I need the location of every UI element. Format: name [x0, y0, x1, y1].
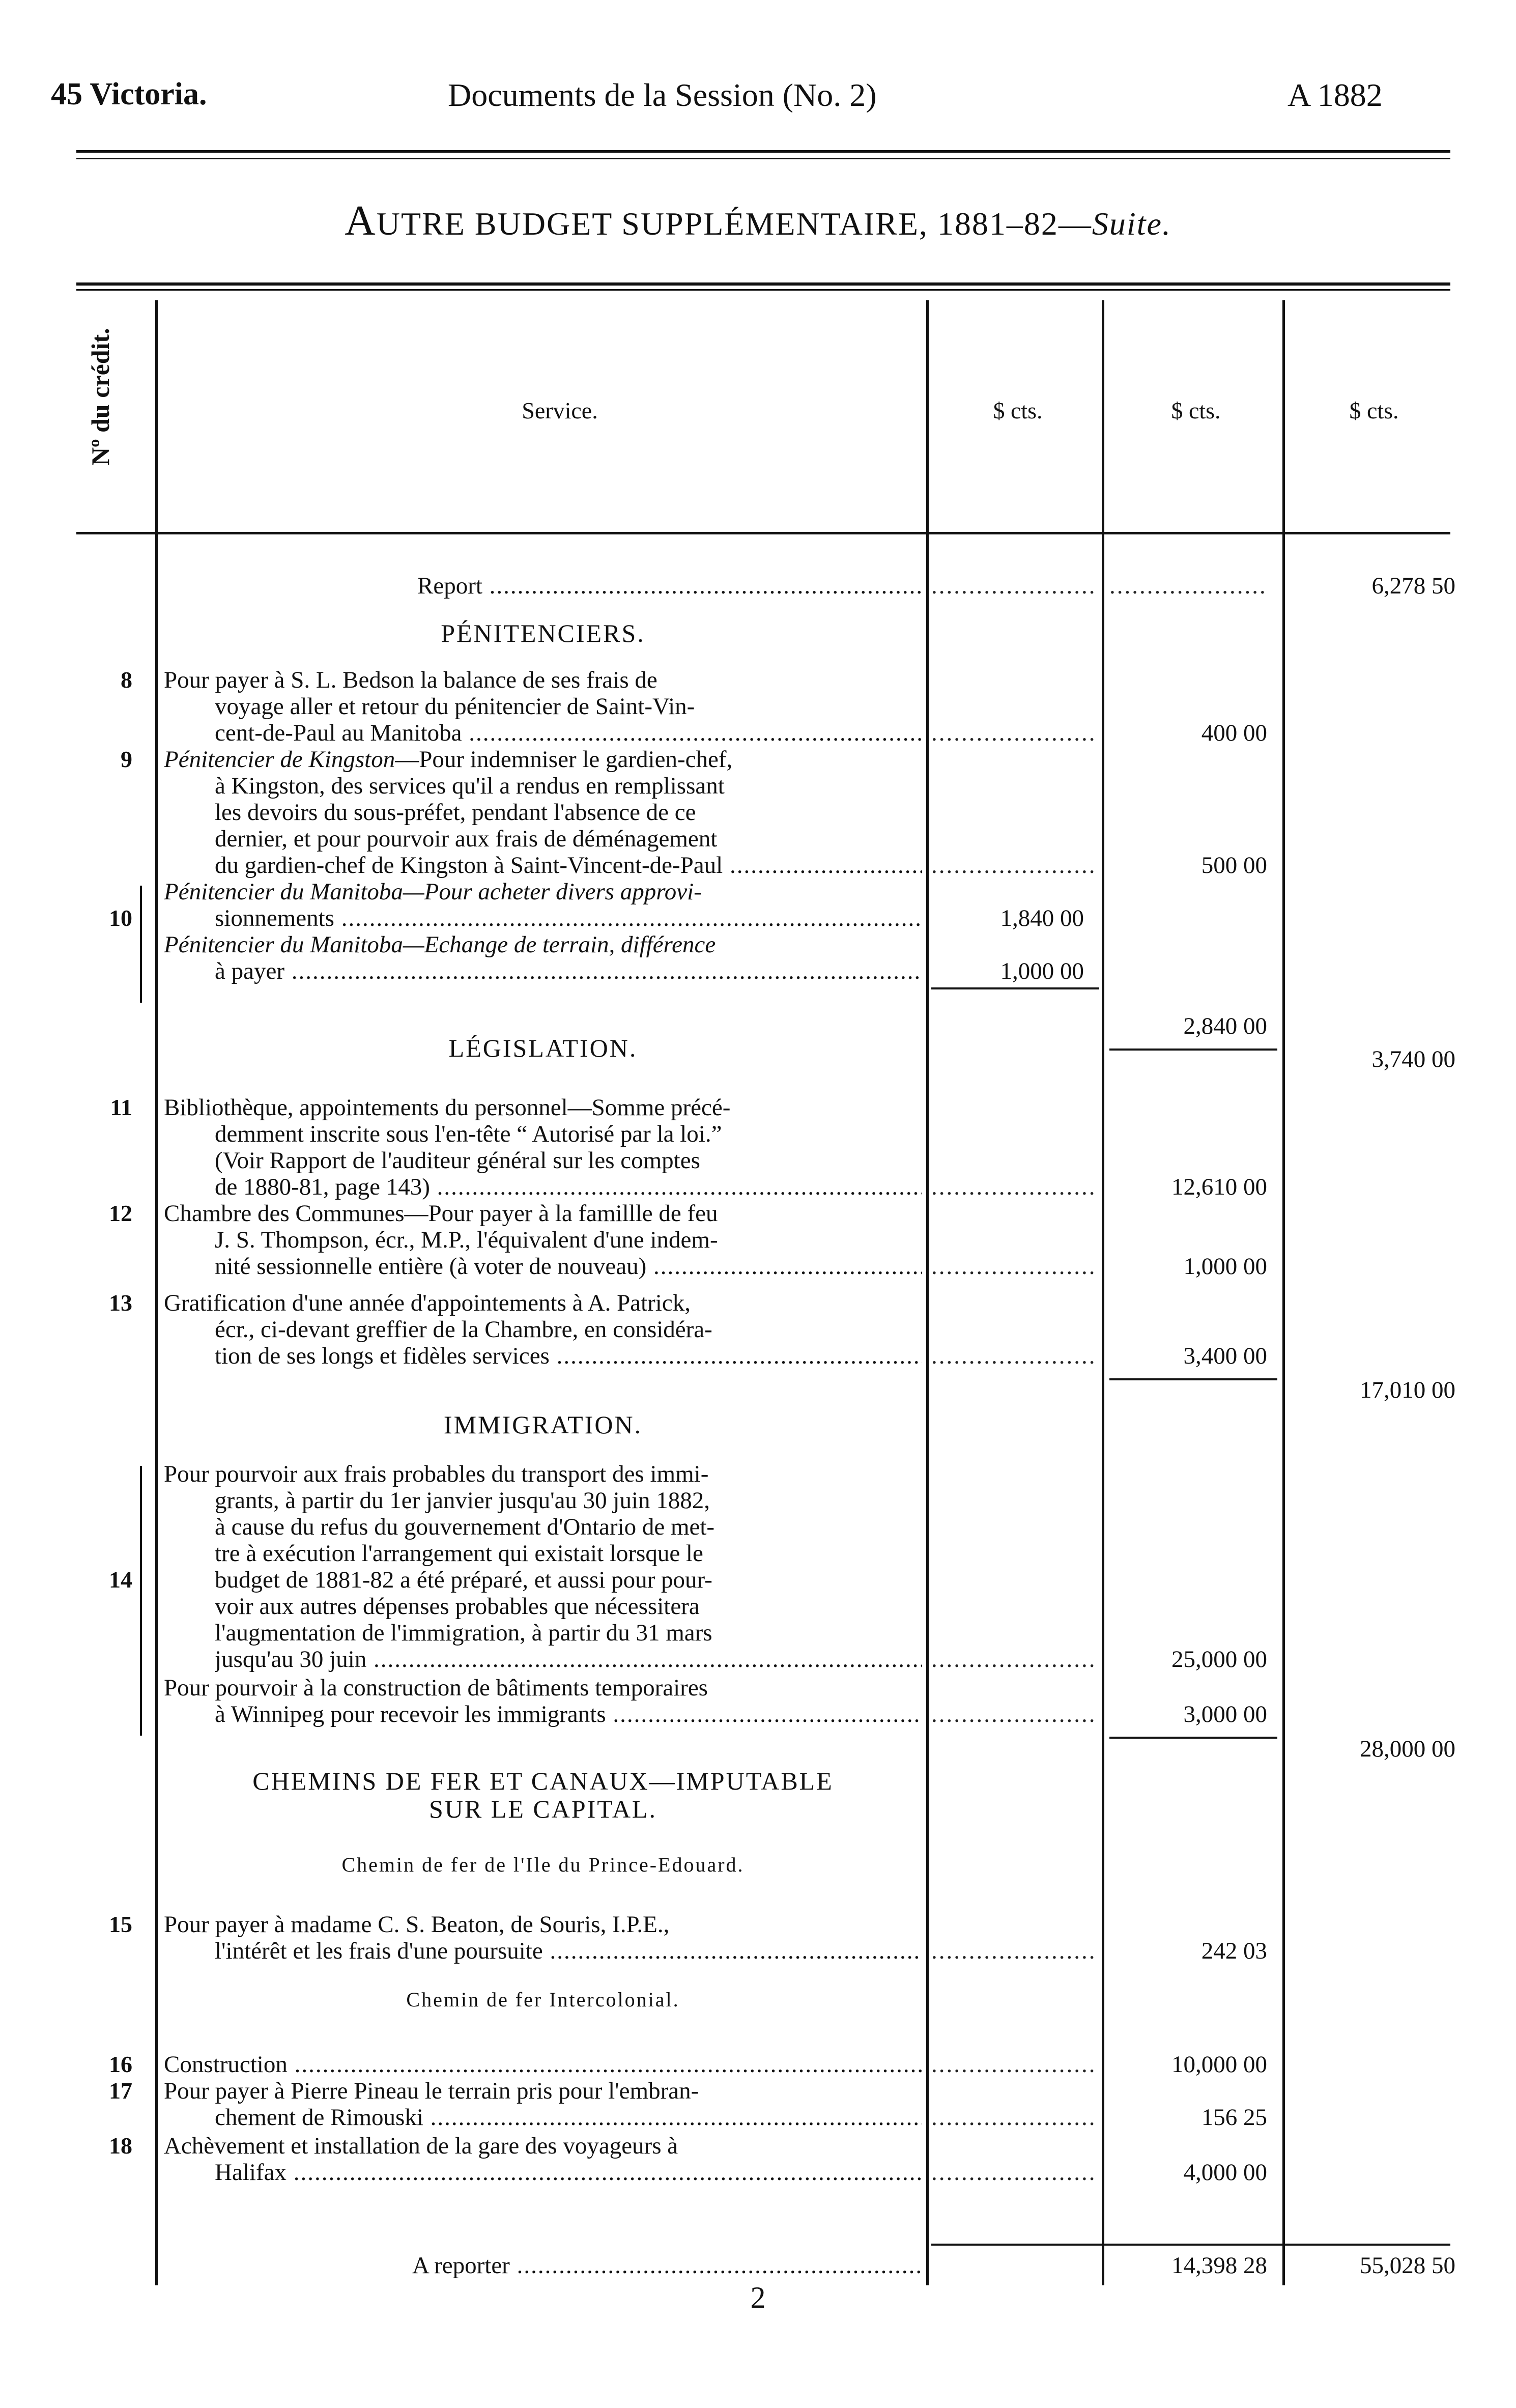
column-header-rule — [76, 532, 1450, 534]
section-penitenciers: PÉNITENCIERS. — [441, 619, 645, 647]
item-10a-line-1: Pénitencier du Manitoba—Pour acheter divers approvi- — [164, 879, 702, 905]
item-10b-line-2: à payer ..... 1,000 00 — [0, 958, 1516, 984]
item-8-amount: 400 00 — [1201, 720, 1267, 746]
item-9-line-3: les devoirs du sous-préfet, pendant l'absence de ce — [215, 799, 696, 826]
item-12-amount: 1,000 00 — [1183, 1253, 1267, 1280]
carry-forward-row — [0, 2252, 1516, 2279]
immigration-total: 28,000 00 — [1360, 1736, 1455, 1762]
item-9-line-2: à Kingston, des services qu'il a rendus en remplissant — [215, 773, 725, 799]
item-18-line-1: 18 Achèvement et installation de la gare des voyageurs à — [109, 2133, 678, 2159]
item-16-line-1: 16 Construction ..... ..... 10,000 00 — [0, 2051, 1516, 2078]
legislation-total: 17,010 00 — [1360, 1377, 1455, 1403]
report-row — [0, 573, 1516, 599]
item-14a-line-6: voir aux autres dépenses probables que nécessitera — [215, 1593, 700, 1620]
item-14a-line-3: à cause du refus du gouvernement d'Ontario de met- — [215, 1514, 715, 1540]
item-13-line-2: écr., ci-devant greffier de la Chambre, en considéra- — [215, 1316, 712, 1343]
item-11-amount: 12,610 00 — [1171, 1174, 1267, 1200]
item-10a-amount: 1,840 00 — [1000, 905, 1084, 931]
item-11-line-4: de 1880-81, page 143) ..... ..... 12,610 00 — [0, 1174, 1516, 1200]
item-17-line-2: chement de Rimouski ..... ..... 156 25 — [0, 2104, 1516, 2131]
item-15-amount: 242 03 — [1201, 1938, 1267, 1964]
item-8-line-1: 8 Pour payer à S. L. Bedson la balance de ses frais de — [121, 667, 657, 693]
carry-c2: 14,398 28 — [1171, 2252, 1267, 2279]
item-18-line-2: Halifax ..... ..... 4,000 00 — [0, 2159, 1516, 2186]
item-14a-amount: 25,000 00 — [1171, 1646, 1267, 1673]
item-14a-line-8: jusqu'au 30 juin ..... ..... 25,000 00 — [0, 1646, 1516, 1673]
table-top-rule — [76, 282, 1450, 286]
carry-label: A reporter — [412, 2252, 510, 2279]
column-header-c2: $ cts. — [1171, 398, 1221, 423]
item-14a-line-1: Pour pourvoir aux frais probables du transport des immi- — [164, 1461, 709, 1487]
item-14b-line-1: Pour pourvoir à la construction de bâtiments temporaires — [164, 1675, 708, 1701]
item-9-amount: 500 00 — [1201, 852, 1267, 879]
item-16-amount: 10,000 00 — [1171, 2051, 1267, 2078]
header-rule-1 — [76, 150, 1450, 153]
section-immigration: IMMIGRATION. — [443, 1410, 643, 1439]
report-value: 6,278 50 — [1371, 573, 1455, 599]
item-14a-line-2: grants, à partir du 1er janvier jusqu'au 30 juin 1882, — [215, 1487, 710, 1514]
page-title: AUTRE BUDGET SUPPLÉMENTAIRE, 1881–82—Suite. — [345, 197, 1171, 244]
penitenciers-total: 3,740 00 — [1371, 1046, 1455, 1072]
subsection-ipe: Chemin de fer de l'Ile du Prince-Edouard. — [341, 1853, 745, 1876]
item-12-line-2: J. S. Thompson, écr., M.P., l'équivalent d'une indem- — [215, 1227, 718, 1253]
item-10a-line-2: 10 sionnements ..... 1,840 00 — [0, 905, 1516, 931]
item-10b-amount: 1,000 00 — [1000, 958, 1084, 984]
item-14a-line-4: tre à exécution l'arrangement qui existait lorsque le — [215, 1540, 703, 1567]
item-12-line-1: 12 Chambre des Communes—Pour payer à la famillle de feu — [109, 1200, 718, 1227]
item-8-line-2: voyage aller et retour du pénitencier de Saint-Vin- — [215, 693, 695, 720]
item-11-line-3: (Voir Rapport de l'auditeur général sur les comptes — [215, 1147, 700, 1174]
item-14a-line-5: 14 budget de 1881-82 a été préparé, et aussi pour pour- — [109, 1567, 712, 1593]
header-year: A 1882 — [1288, 77, 1383, 113]
subsection-intercolonial: Chemin de fer Intercolonial. — [406, 1988, 680, 2011]
header-rule-2 — [76, 158, 1450, 159]
carry-c3: 55,028 50 — [1360, 2252, 1455, 2279]
item-9-line-1: 9 Pénitencier de Kingston—Pour indemniser le gardien-chef, — [121, 746, 733, 773]
item-18-amount: 4,000 00 — [1183, 2159, 1267, 2186]
item-9-line-5: du gardien-chef de Kingston à Saint-Vincent-de-Paul ..... ..... 500 00 — [0, 852, 1516, 879]
item-14a-line-7: l'augmentation de l'immigration, à partir du 31 mars — [215, 1620, 712, 1646]
column-header-c1: $ cts. — [993, 398, 1043, 423]
item-11-line-1: 11 Bibliothèque, appointements du personnel—Somme précé- — [110, 1094, 731, 1121]
carry-rule — [931, 2244, 1450, 2246]
item-9-line-4: dernier, et pour pourvoir aux frais de déménagement — [215, 826, 718, 852]
item-17-line-1: 17 Pour payer à Pierre Pineau le terrain pris pour l'embran- — [109, 2078, 699, 2104]
item-14b-line-2: à Winnipeg pour recevoir les immigrants ..... ..... 3,000 00 — [0, 1701, 1516, 1727]
item-15-line-1: 15 Pour payer à madame C. S. Beaton, de Souris, I.P.E., — [109, 1911, 670, 1938]
item-11-line-2: demment inscrite sous l'en-tête “ Autorisé par la loi.” — [215, 1121, 722, 1147]
item-10-total: 2,840 00 — [1183, 1013, 1267, 1039]
item-13-amount: 3,400 00 — [1183, 1343, 1267, 1369]
item-17-amount: 156 25 — [1201, 2104, 1267, 2131]
column-header-credit: Nº du crédit. — [86, 328, 115, 466]
item-10-subtotal-rule — [931, 987, 1099, 989]
report-label: Report — [417, 573, 482, 599]
item-15-line-2: l'intérêt et les frais d'une poursuite ..... ..... 242 03 — [0, 1938, 1516, 1964]
header-volume: 45 Victoria. — [51, 77, 207, 111]
column-header-service: Service. — [522, 398, 598, 423]
item-10b-line-1: Pénitencier du Manitoba—Echange de terrain, différence — [164, 931, 716, 958]
section-chemins-line-1: CHEMINS DE FER ET CANAUX—IMPUTABLE — [252, 1767, 834, 1795]
header-title: Documents de la Session (No. 2) — [448, 77, 877, 113]
item-13-line-1: 13 Gratification d'une année d'appointements à A. Patrick, — [109, 1290, 691, 1316]
section-chemins-line-2: SUR LE CAPITAL. — [429, 1795, 657, 1823]
item-8-line-3: cent-de-Paul au Manitoba ..... ..... 400 00 — [0, 720, 1516, 746]
page-number: 2 — [750, 2281, 766, 2314]
column-header-c3: $ cts. — [1349, 398, 1399, 423]
section-legislation: LÉGISLATION. — [448, 1034, 638, 1062]
item-12-line-3: nité sessionnelle entière (à voter de nouveau) ..... ..... 1,000 00 — [0, 1253, 1516, 1280]
item-13-line-3: tion de ses longs et fidèles services ..... ..... 3,400 00 — [0, 1343, 1516, 1369]
table-top-rule-2 — [76, 289, 1450, 291]
item-14b-amount: 3,000 00 — [1183, 1701, 1267, 1727]
